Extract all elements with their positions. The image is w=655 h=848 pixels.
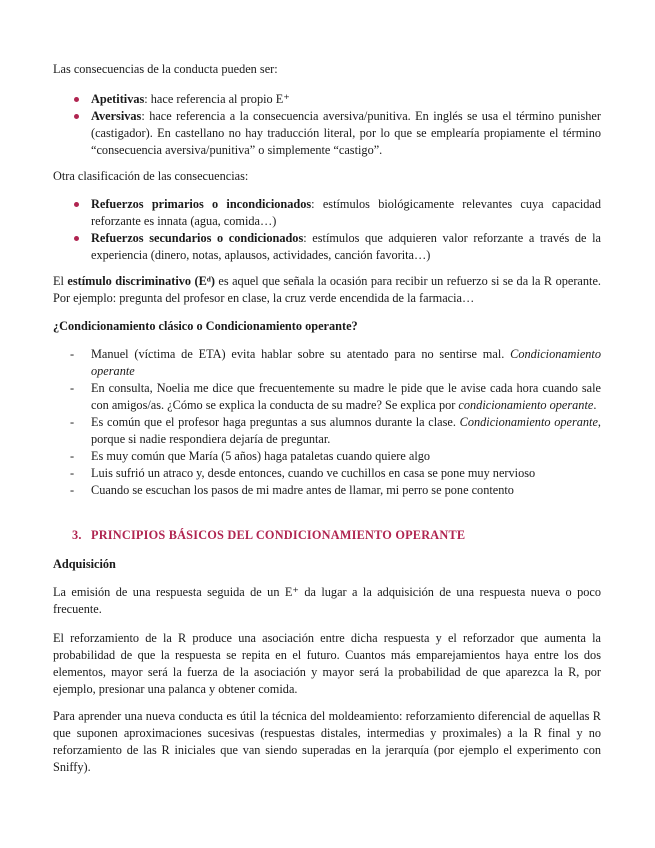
term: Apetitivas (91, 92, 145, 106)
paragraph: El reforzamiento de la R produce una asociación entre dicha respuesta y el reforzador que aumenta la probabilidad de que la respuesta se repita en el futuro. Cuantos más emparejamientos haya entre los dos elementos, mayor será la fuerza de la asociación y mayor será la probabilidad de que aparezca la R, por ejemplo, presionar una palanca y obtener comida. (53, 631, 601, 696)
paragraph: Para aprender una nueva conducta es útil la técnica del moldeamiento: reforzamiento diferencial de aquellas R que suponen aproximaciones sucesivas (respuestas distales, intermedias y proximales) a la R final y no reforzamiento de las R iniciales que van siendo superadas en la jerarquía (por ejemplo el experimento con Sniffy). (53, 709, 601, 774)
dash-icon: - (70, 483, 75, 497)
list-item (53, 91, 601, 108)
question-heading: ¿Condicionamiento clásico o Condicionamiento operante? (53, 319, 358, 333)
list-item (53, 230, 601, 264)
definition: : estímulos que adquieren valor reforzante a través de la experiencia (dinero, notas, aplausos, actividades, canción favorita…) (91, 231, 601, 262)
intro-text: Las consecuencias de la conducta pueden ser: (53, 62, 278, 76)
paragraph: La emisión de una respuesta seguida de un E⁺ da lugar a la adquisición de una respuesta nueva o poco frecuente. (53, 585, 601, 616)
list-item: - Luis sufrió un atraco y, desde entonces, cuando ve cuchillos en casa se pone muy nervioso (70, 466, 536, 480)
list-item: - Cuando se escuchan los pasos de mi madre antes de llamar, mi perro se pone contento (70, 483, 514, 497)
bullet-icon (74, 114, 79, 119)
dash-icon: - (70, 381, 75, 395)
dash-icon: - (70, 347, 75, 361)
dash-icon: - (70, 449, 75, 463)
examples-list (53, 346, 601, 499)
section-heading (53, 527, 601, 544)
discriminative-stimulus-paragraph: El estímulo discriminativo (Eᵈ) es aquel que señala la ocasión para recibir un refuerzo si se da la R operante. Por ejemplo: pregunta del profesor en clase, la cruz verde encendida de la farmacia… (53, 274, 601, 305)
bullet-icon (74, 202, 79, 207)
list-item: - En consulta, Noelia me dice que frecuentemente su madre le pide que le avise cada hora cuando sale con amigos/as. ¿Cómo se explica la conducta de su madre? Se explica por condicionamiento operante. (70, 381, 601, 412)
reinforcers-list (53, 196, 601, 264)
consequences-list (53, 91, 601, 159)
list-item: - Es común que el profesor haga preguntas a sus alumnos durante la clase. Condicionamiento operante, porque si nadie respondiera dejaría de preguntar. (70, 415, 601, 446)
definition: : hace referencia al propio E⁺ (144, 92, 290, 106)
dash-icon: - (70, 415, 75, 429)
acquisition-heading: Adquisición (53, 557, 116, 571)
list-item: - Es muy común que María (5 años) haga pataletas cuando quiere algo (70, 449, 431, 463)
list-item (53, 108, 601, 159)
section-title: PRINCIPIOS BÁSICOS DEL CONDICIONAMIENTO OPERANTE (91, 528, 466, 542)
definition: : estímulos biológicamente relevantes cuya capacidad reforzante es innata (agua, comida…) (91, 197, 601, 228)
section-number: 3. (72, 528, 82, 542)
definition: : hace referencia a la consecuencia aversiva/punitiva. En inglés se usa el término punisher (castigador). En castellano no hay traducción literal, por lo que se emplearía propiamente el término “consecuencia aversiva/punitiva” o simplemente “castigo”. (91, 109, 601, 157)
bullet-icon (74, 236, 79, 241)
list-item (53, 196, 601, 230)
term: estímulo discriminativo (Eᵈ) (67, 274, 215, 288)
bullet-icon (74, 97, 79, 102)
term: Refuerzos secundarios o condicionados (91, 231, 304, 245)
list-item: - Manuel (víctima de ETA) evita hablar sobre su atentado para no sentirse mal. Condicionamiento operante (70, 347, 601, 378)
term: Refuerzos primarios o incondicionados (91, 197, 312, 211)
other-classification-text: Otra clasificación de las consecuencias: (53, 169, 249, 183)
term: Aversivas (91, 109, 142, 123)
dash-icon: - (70, 466, 75, 480)
